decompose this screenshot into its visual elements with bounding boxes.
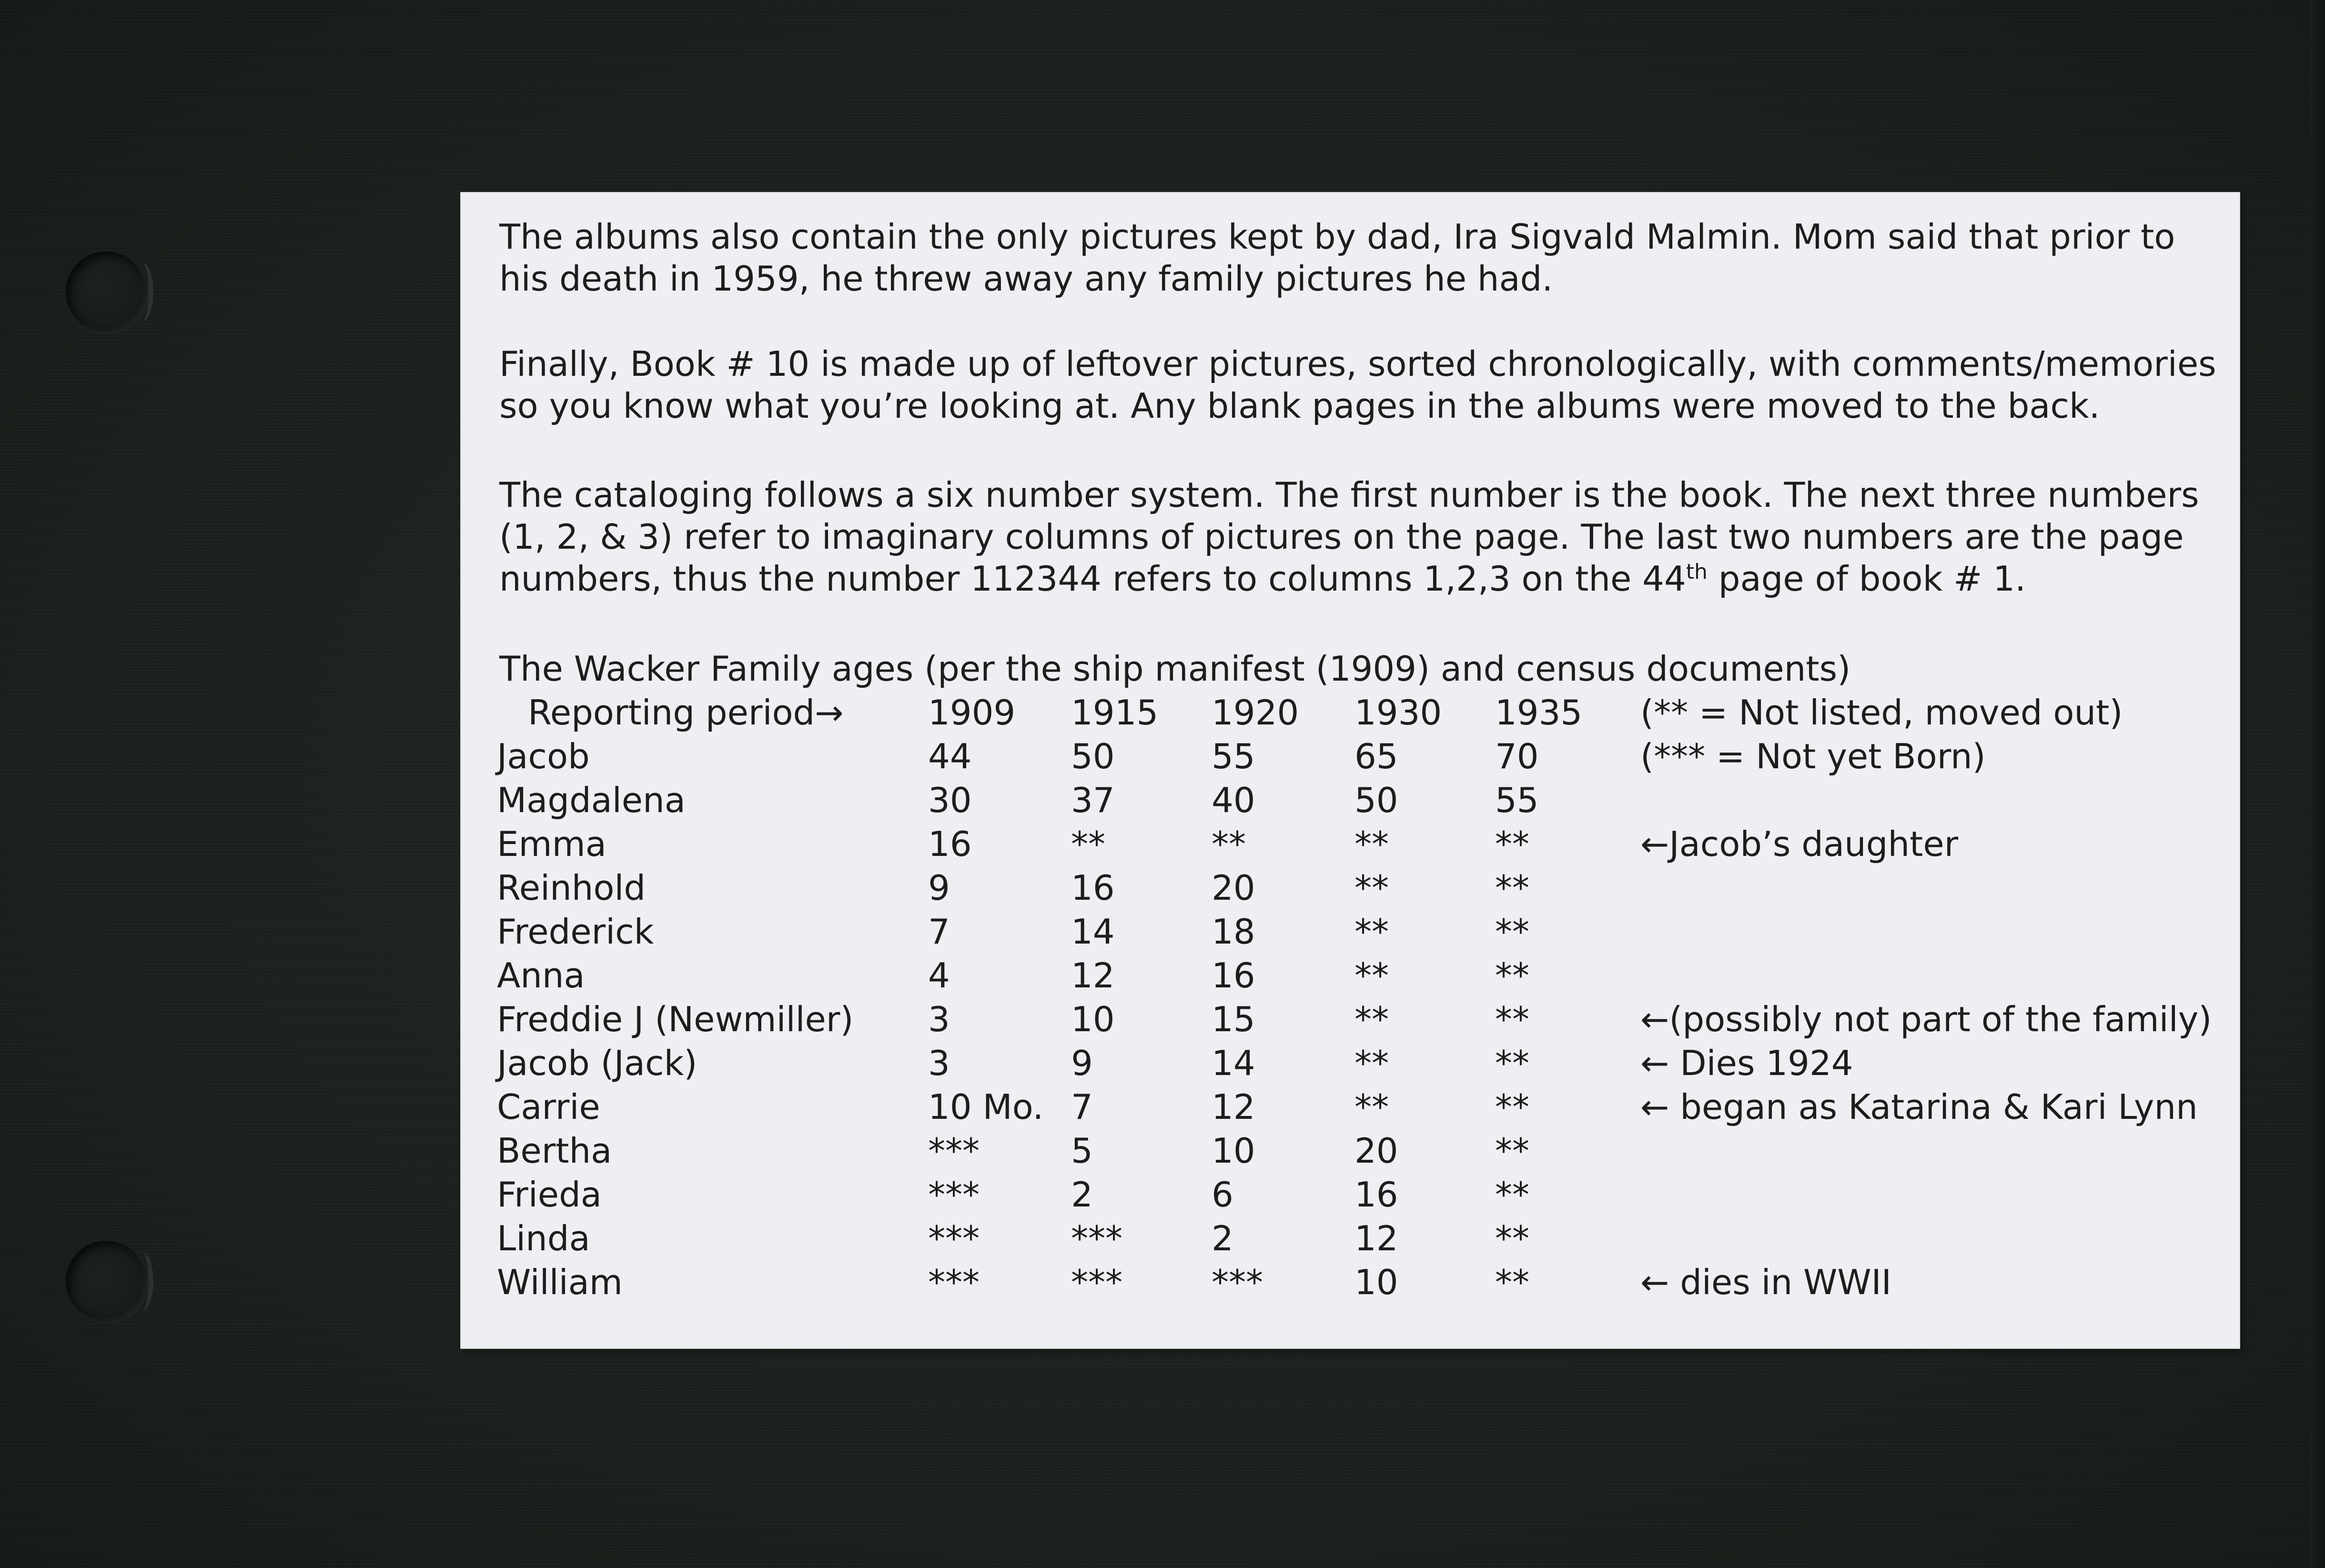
age-1930: ** (1355, 868, 1389, 908)
table-row (461, 1041, 2239, 1085)
header-year-1930: 1930 (1355, 693, 1442, 733)
header-year-1935: 1935 (1495, 693, 1583, 733)
age-1935: 55 (1495, 780, 1539, 820)
person-name: Magdalena (497, 780, 686, 820)
person-name: Jacob (Jack) (497, 1043, 698, 1083)
paragraph-book-ten (499, 343, 2214, 427)
table-row (461, 1260, 2239, 1304)
header-reporting-period: Reporting period→ (528, 693, 844, 733)
pasted-note-paper (461, 193, 2239, 1348)
age-1935: ** (1495, 1218, 1529, 1258)
age-1930: ** (1355, 824, 1389, 864)
table-row (461, 822, 2239, 866)
table-header-row (461, 691, 2239, 734)
table-row (461, 778, 2239, 822)
person-name: Carrie (497, 1087, 600, 1127)
person-name: Anna (497, 955, 585, 995)
age-1930: ** (1355, 1043, 1389, 1083)
table-title: The Wacker Family ages (per the ship manifest (1909) and census documents) (499, 649, 1851, 689)
binder-hole-bottom (66, 1241, 147, 1322)
header-year-1915: 1915 (1071, 693, 1159, 733)
age-1915: 16 (1071, 868, 1115, 908)
age-1930: ** (1355, 999, 1389, 1039)
age-1915: 9 (1071, 1043, 1093, 1083)
age-1930: 16 (1355, 1175, 1398, 1215)
age-1909: 16 (928, 824, 972, 864)
person-name: William (497, 1262, 623, 1302)
text-line: The albums also contain the only pictures kept by dad, Ira Sigvald Malmin. Mom said that prior to (499, 217, 2175, 257)
age-1920: 40 (1212, 780, 1255, 820)
age-1935: ** (1495, 955, 1529, 995)
paragraph-cataloging (499, 474, 2214, 600)
age-1915: 7 (1071, 1087, 1093, 1127)
age-1915: 10 (1071, 999, 1115, 1039)
age-1909: *** (928, 1175, 980, 1215)
row-note: ←Jacob’s daughter (1640, 824, 1959, 864)
age-1909: 3 (928, 1043, 950, 1083)
text-line: so you know what you’re looking at. Any blank pages in the albums were moved to the back. (499, 386, 2100, 426)
age-1909: 3 (928, 999, 950, 1039)
age-1920: ** (1212, 824, 1246, 864)
age-1930: 20 (1355, 1131, 1398, 1171)
age-1935: ** (1495, 912, 1529, 952)
table-row (461, 910, 2239, 954)
age-1920: 16 (1212, 955, 1255, 995)
age-1935: ** (1495, 999, 1529, 1039)
age-1930: ** (1355, 912, 1389, 952)
row-note: ←(possibly not part of the family) (1640, 999, 2212, 1039)
table-row (461, 1085, 2239, 1129)
age-1920: 2 (1212, 1218, 1233, 1258)
row-note: ← dies in WWII (1640, 1262, 1891, 1302)
age-1930: 12 (1355, 1218, 1398, 1258)
table-row (461, 734, 2239, 778)
text-line: The cataloging follows a six number system. The first number is the book. The next three numbers (499, 475, 2199, 515)
age-1930: 10 (1355, 1262, 1398, 1302)
row-note: ← Dies 1924 (1640, 1043, 1853, 1083)
person-name: Emma (497, 824, 607, 864)
age-1909: 7 (928, 912, 950, 952)
age-1915: ** (1071, 824, 1105, 864)
age-1935: ** (1495, 1262, 1529, 1302)
age-1920: 6 (1212, 1175, 1233, 1215)
header-year-1920: 1920 (1212, 693, 1299, 733)
header-legend-note: (** = Not listed, moved out) (1640, 693, 2123, 733)
page-edge (2311, 0, 2325, 1568)
text-line: page of book # 1. (1707, 559, 2026, 599)
age-1930: 65 (1355, 736, 1398, 776)
age-1915: *** (1071, 1218, 1122, 1258)
age-1909: 4 (928, 955, 950, 995)
age-1909: 30 (928, 780, 972, 820)
age-1935: ** (1495, 1043, 1529, 1083)
person-name: Bertha (497, 1131, 612, 1171)
age-1930: ** (1355, 955, 1389, 995)
age-1915: 14 (1071, 912, 1115, 952)
row-note: ← began as Katarina & Kari Lynn (1640, 1087, 2198, 1127)
person-name: Freddie J (Newmiller) (497, 999, 854, 1039)
age-1920: 12 (1212, 1087, 1255, 1127)
age-1920: 14 (1212, 1043, 1255, 1083)
age-1909: 9 (928, 868, 950, 908)
age-1915: 37 (1071, 780, 1115, 820)
age-1935: ** (1495, 1087, 1529, 1127)
age-1915: 50 (1071, 736, 1115, 776)
age-1930: ** (1355, 1087, 1389, 1127)
age-1909: *** (928, 1218, 980, 1258)
age-1915: 5 (1071, 1131, 1093, 1171)
age-1920: 55 (1212, 736, 1255, 776)
age-1935: ** (1495, 1131, 1529, 1171)
table-row (461, 997, 2239, 1041)
person-name: Reinhold (497, 868, 646, 908)
binder-hole-top (66, 251, 147, 332)
age-1935: ** (1495, 868, 1529, 908)
table-row (461, 866, 2239, 910)
age-1915: *** (1071, 1262, 1122, 1302)
text-line: Finally, Book # 10 is made up of leftover pictures, sorted chronologically, with comments/memories (499, 344, 2216, 384)
age-1920: 15 (1212, 999, 1255, 1039)
age-1915: 12 (1071, 955, 1115, 995)
age-1920: 18 (1212, 912, 1255, 952)
table-row (461, 954, 2239, 997)
age-1909: 44 (928, 736, 972, 776)
age-1920: *** (1212, 1262, 1263, 1302)
table-row (461, 1129, 2239, 1173)
age-1935: 70 (1495, 736, 1539, 776)
age-1935: ** (1495, 824, 1529, 864)
person-name: Linda (497, 1218, 590, 1258)
person-name: Jacob (497, 736, 590, 776)
paragraph-albums-pictures (499, 216, 2214, 300)
person-name: Frieda (497, 1175, 602, 1215)
text-line: (1, 2, & 3) refer to imaginary columns of pictures on the page. The last two numbers are the page (499, 517, 2184, 557)
row-note: (*** = Not yet Born) (1640, 736, 1986, 776)
age-1935: ** (1495, 1175, 1529, 1215)
age-1909: 10 Mo. (928, 1087, 1044, 1127)
age-1930: 50 (1355, 780, 1398, 820)
text-line: his death in 1959, he threw away any family pictures he had. (499, 259, 1553, 299)
table-row (461, 1173, 2239, 1216)
age-1920: 10 (1212, 1131, 1255, 1171)
header-year-1909: 1909 (928, 693, 1016, 733)
age-1920: 20 (1212, 868, 1255, 908)
age-1909: *** (928, 1262, 980, 1302)
person-name: Frederick (497, 912, 654, 952)
text-line: numbers, thus the number 112344 refers to columns 1,2,3 on the 44 (499, 559, 1686, 599)
age-1915: 2 (1071, 1175, 1093, 1215)
age-1909: *** (928, 1131, 980, 1171)
table-row (461, 1216, 2239, 1260)
superscript-th: th (1686, 560, 1708, 584)
